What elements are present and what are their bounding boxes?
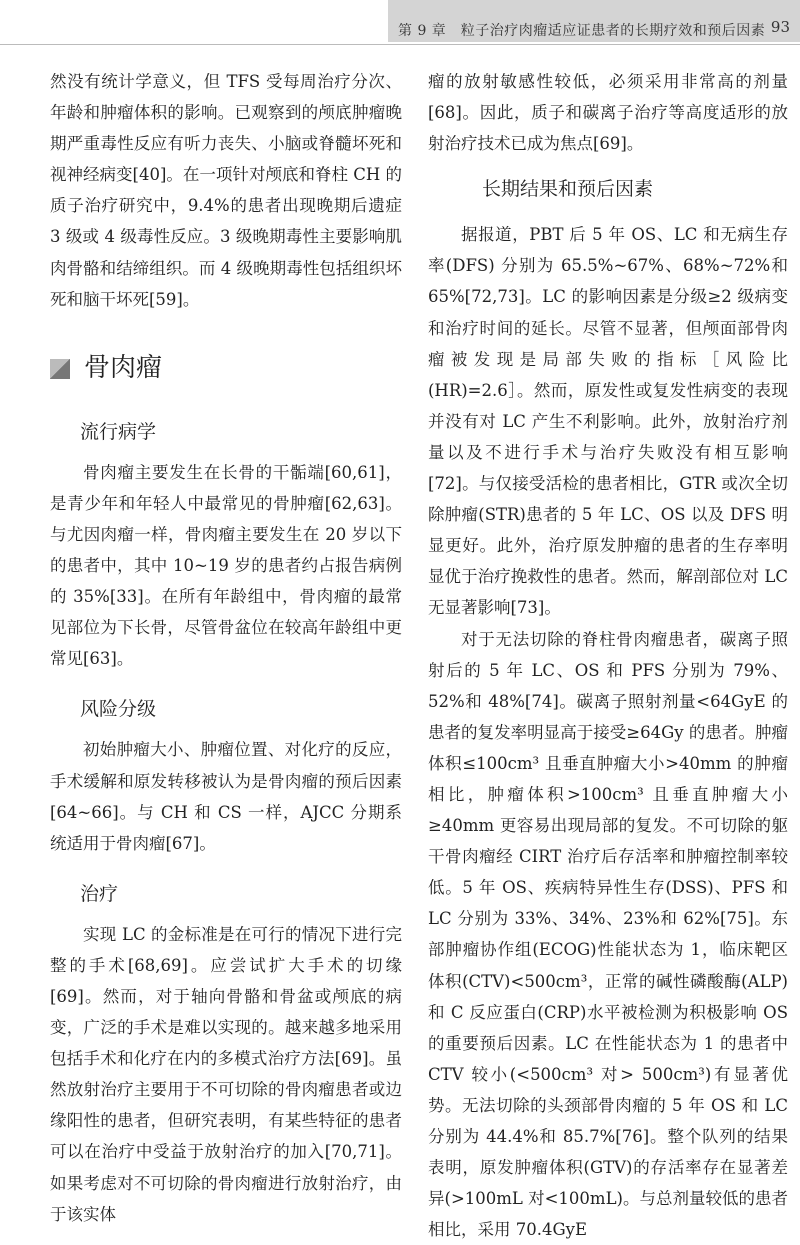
paragraph: 据报道，PBT 后 5 年 OS、LC 和无病生存率(DFS) 分别为 65.5%~67%、68%~72%和 65%[72,73]。LC 的影响因素是分级≥2 级病变和治疗时间的延长。尽管不显著，但颅面部骨肉瘤被发现是局部失败的指标［风险比(HR)=2.6］。然而，原发性或复发性病变的表现并没有对 LC 产生不利影响。此外，放射治疗剂量以及不进行手术与治疗失败没有相互影响[72]。与仅接受活检的患者相比，GTR 或次全切除肿瘤(STR)患者的 5 年 LC、OS 以及 DFS 明显更好。此外，治疗原发肿瘤的患者的生存率明显优于治疗挽救性的患者。然而，解剖部位对 LC 无显著影响[73]。 [428, 219, 788, 623]
section-marker-icon [50, 359, 70, 379]
chapter-title: 第 9 章 粒子治疗肉瘤适应证患者的长期疗效和预后因素 [398, 20, 765, 40]
subheading-long-term: 长期结果和预后因素 [482, 173, 788, 205]
paragraph: 瘤的放射敏感性较低，必须采用非常高的剂量[68]。因此，质子和碳离子治疗等高度适形的放射治疗技术已成为焦点[69]。 [428, 66, 788, 159]
subheading-treatment: 治疗 [80, 879, 402, 909]
paragraph: 实现 LC 的金标准是在可行的情况下进行完整的手术[68,69]。应尝试扩大手术的切缘[69]。然而，对于轴向骨骼和骨盆或颅底的病变，广泛的手术是难以实现的。越来越多地采用包括手术和化疗在内的多模式治疗方法[69]。虽然放射治疗主要用于不可切除的骨肉瘤患者或边缘阳性的患者，但研究表明，有某些特征的患者可以在治疗中受益于放射治疗的加入[70,71]。如果考虑对不可切除的骨肉瘤进行放射治疗，由于该实体 [50, 919, 402, 1230]
left-column [50, 66, 402, 1230]
section-heading [50, 349, 402, 389]
running-header [0, 0, 800, 46]
header-rule [0, 44, 800, 45]
subheading-risk: 风险分级 [80, 694, 402, 724]
paragraph: 初始肿瘤大小、肿瘤位置、对化疗的反应，手术缓解和原发转移被认为是骨肉瘤的预后因素[64~66]。与 CH 和 CS 一样，AJCC 分期系统适用于骨肉瘤[67]。 [50, 734, 402, 858]
paragraph: 骨肉瘤主要发生在长骨的干骺端[60,61]，是青少年和年轻人中最常见的骨肿瘤[62,63]。与尤因肉瘤一样，骨肉瘤主要发生在 20 岁以下的患者中，其中 10~19 岁的患者约占报告病例的 35%[33]。在所有年龄组中，骨肉瘤的最常见部位为下长骨，尽管骨盆位在较高年龄组中更常见[63]。 [50, 457, 402, 675]
paragraph: 然没有统计学意义，但 TFS 受每周治疗分次、年龄和肿瘤体积的影响。已观察到的颅底肿瘤晚期严重毒性反应有听力丧失、小脑或脊髓坏死和视神经病变[40]。在一项针对颅底和脊柱 CH 的质子治疗研究中，9.4%的患者出现晚期后遗症 3 级或 4 级毒性反应。3 级晚期毒性主要影响肌肉骨骼和结缔组织。而 4 级晚期毒性包括组织坏死和脑干坏死[59]。 [50, 66, 402, 315]
paragraph: 对于无法切除的脊柱骨肉瘤患者，碳离子照射后的 5 年 LC、OS 和 PFS 分别为 79%、52%和 48%[74]。碳离子照射剂量<64GyE 的患者的复发率明显高于接受≥64Gy 的患者。肿瘤体积≤100cm³ 且垂直肿瘤大小>40mm 的肿瘤相比，肿瘤体积>100cm³ 且垂直肿瘤大小≥40mm 更容易出现局部的复发。不可切除的躯干骨肉瘤经 CIRT 治疗后存活率和肿瘤控制率较低。5 年 OS、疾病特异性生存(DSS)、PFS 和 LC 分别为 33%、34%、23%和 62%[75]。东部肿瘤协作组(ECOG)性能状态为 1，临床靶区体积(CTV)<500cm³，正常的碱性磷酸酶(ALP)和 C 反应蛋白(CRP)水平被检测为积极影响 OS 的重要预后因素。LC 在性能状态为 1 的患者中 CTV 较小(<500cm³ 对> 500cm³)有显著优势。无法切除的头颈部骨肉瘤的 5 年 OS 和 LC 分别为 44.4%和 85.7%[76]。整个队列的结果表明，原发肿瘤体积(GTV)的存活率存在显著差异(>100mL 对<100mL)。与总剂量较低的患者相比，采用 70.4GyE [428, 624, 788, 1245]
page-number: 93 [771, 18, 790, 36]
section-title: 骨肉瘤 [84, 353, 162, 384]
subheading-epidemiology: 流行病学 [80, 417, 402, 447]
right-column [428, 66, 788, 1245]
